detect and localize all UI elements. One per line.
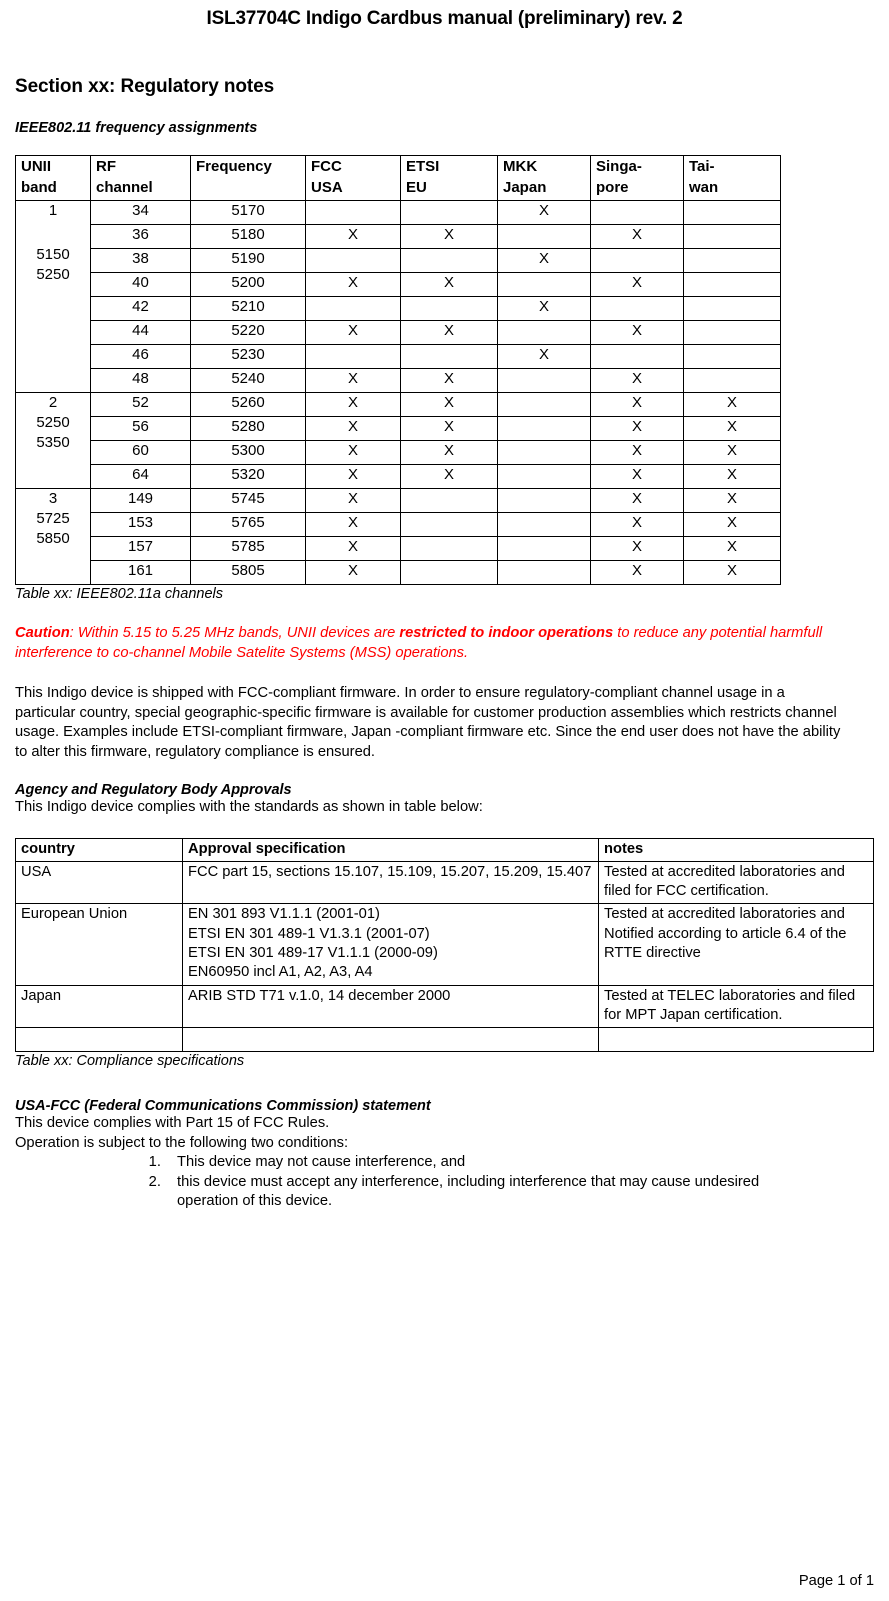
- mkk-mark: [498, 465, 591, 489]
- channel-table-row: [16, 537, 781, 561]
- notes-cell: Tested at accredited laboratories and Notified according to article 6.4 of the RTTE directive: [599, 904, 874, 985]
- channel-table-row: [16, 273, 781, 297]
- mkk-mark: [498, 273, 591, 297]
- fcc-mark: [306, 345, 401, 369]
- taiwan-mark: X: [684, 465, 781, 489]
- mkk-mark: X: [498, 201, 591, 225]
- th-fcc-usa: [306, 156, 401, 201]
- frequency-value: 5280: [191, 417, 306, 441]
- th-unii-band-line2: band: [21, 179, 57, 196]
- mkk-mark: [498, 513, 591, 537]
- channel-table-row: [16, 513, 781, 537]
- taiwan-mark: [684, 369, 781, 393]
- firmware-paragraph: This Indigo device is shipped with FCC-compliant firmware. In order to ensure regulatory-compliant channel usage in a particular country, special geographic-specific firmware is available for customer production assemblies which restricts channel usage. Examples include ETSI-compliant firmware, Japan -compliant firmware etc. Since the end user does not have the ability to alter this firmware, regulatory compliance is ensured.: [15, 685, 841, 760]
- th-mkk-japan-line2: Japan: [503, 179, 547, 196]
- channel-table-row: [16, 393, 781, 417]
- band-range-low: 5725: [36, 510, 70, 527]
- fcc-mark: X: [306, 489, 401, 513]
- channel-table-caption: Table xx: IEEE802.11a channels: [15, 586, 223, 602]
- document-title: ISL37704C Indigo Cardbus manual (preliminary) rev. 2: [206, 8, 683, 29]
- channel-table-row: [16, 417, 781, 441]
- band-range-low: 5250: [36, 414, 70, 431]
- compliance-table-body: [16, 861, 874, 1051]
- frequency-value: 5300: [191, 441, 306, 465]
- fcc-mark: X: [306, 321, 401, 345]
- taiwan-mark: X: [684, 393, 781, 417]
- th-mkk-japan: [498, 156, 591, 201]
- th-taiwan-line1: Tai-: [689, 158, 715, 175]
- caution-notice: [15, 624, 860, 663]
- band-range-low: 5150: [36, 246, 70, 263]
- compliance-table-header-row: [16, 838, 874, 861]
- mkk-mark: X: [498, 249, 591, 273]
- th-rf-channel: [91, 156, 191, 201]
- fcc-statement-line2: Operation is subject to the following two conditions:: [15, 1134, 349, 1151]
- compliance-table: [15, 838, 874, 1053]
- caution-text-part2: to reduce any potential harmfull interference to co-channel Mobile Satelite Systems (MSS) operations.: [15, 625, 823, 661]
- taiwan-mark: [684, 345, 781, 369]
- channel-table-row: [16, 369, 781, 393]
- singapore-mark: X: [591, 417, 684, 441]
- singapore-mark: X: [591, 561, 684, 585]
- taiwan-mark: X: [684, 561, 781, 585]
- channel-table-row: [16, 441, 781, 465]
- approvals-intro: This Indigo device complies with the standards as shown in table below:: [15, 799, 483, 815]
- notes-cell: Tested at TELEC laboratories and filed for MPT Japan certification.: [599, 985, 874, 1028]
- frequency-value: 5805: [191, 561, 306, 585]
- etsi-mark: [401, 249, 498, 273]
- notes-cell: [599, 1028, 874, 1052]
- band-number: 3: [48, 490, 58, 507]
- country-cell: European Union: [16, 904, 183, 985]
- channel-value: 149: [91, 489, 191, 513]
- singapore-mark: X: [591, 225, 684, 249]
- th-singapore-line1: Singa-: [596, 158, 642, 175]
- singapore-mark: X: [591, 273, 684, 297]
- fcc-mark: X: [306, 417, 401, 441]
- singapore-mark: X: [591, 369, 684, 393]
- frequency-assignments-heading: IEEE802.11 frequency assignments: [15, 120, 258, 136]
- country-cell: Japan: [16, 985, 183, 1028]
- country-cell: USA: [16, 861, 183, 904]
- singapore-mark: X: [591, 465, 684, 489]
- approval-specification-cell: FCC part 15, sections 15.107, 15.109, 15.207, 15.209, 15.407: [183, 861, 599, 904]
- fcc-statement-heading: USA-FCC (Federal Communications Commission) statement: [15, 1098, 431, 1115]
- th-rf-channel-line2: channel: [96, 179, 153, 196]
- mkk-mark: X: [498, 345, 591, 369]
- taiwan-mark: [684, 225, 781, 249]
- frequency-value: 5200: [191, 273, 306, 297]
- th-frequency: [191, 156, 306, 201]
- channel-value: 64: [91, 465, 191, 489]
- compliance-table-caption: Table xx: Compliance specifications: [15, 1053, 245, 1070]
- frequency-value: 5190: [191, 249, 306, 273]
- singapore-mark: [591, 345, 684, 369]
- fcc-statement-line1: This device complies with Part 15 of FCC Rules.: [15, 1115, 330, 1132]
- singapore-mark: [591, 201, 684, 225]
- th-singapore-line2: pore: [596, 179, 629, 196]
- channel-value: 52: [91, 393, 191, 417]
- channel-table-row: [16, 561, 781, 585]
- mkk-mark: [498, 225, 591, 249]
- taiwan-mark: [684, 273, 781, 297]
- etsi-mark: [401, 513, 498, 537]
- channel-table-body: [16, 201, 781, 585]
- band-range-high: 5350: [36, 434, 70, 451]
- approvals-heading: Agency and Regulatory Body Approvals: [15, 782, 292, 798]
- caution-bold-text: restricted to indoor operations: [399, 625, 614, 641]
- band-cell: [16, 393, 91, 489]
- etsi-mark: X: [401, 369, 498, 393]
- th-etsi-eu-line1: ETSI: [406, 158, 440, 175]
- taiwan-mark: [684, 249, 781, 273]
- th-frequency-line1: Frequency: [196, 158, 272, 175]
- singapore-mark: X: [591, 537, 684, 561]
- th-taiwan: [684, 156, 781, 201]
- fcc-mark: X: [306, 537, 401, 561]
- frequency-value: 5230: [191, 345, 306, 369]
- compliance-table-row: [16, 861, 874, 904]
- fcc-mark: X: [306, 225, 401, 249]
- th-mkk-japan-line1: MKK: [503, 158, 538, 175]
- compliance-table-row: [16, 985, 874, 1028]
- mkk-mark: [498, 537, 591, 561]
- fcc-mark: X: [306, 561, 401, 585]
- etsi-mark: [401, 537, 498, 561]
- singapore-mark: X: [591, 393, 684, 417]
- channel-value: 56: [91, 417, 191, 441]
- etsi-mark: X: [401, 465, 498, 489]
- fcc-mark: X: [306, 369, 401, 393]
- channel-table-row: [16, 321, 781, 345]
- fcc-mark: X: [306, 273, 401, 297]
- etsi-mark: X: [401, 321, 498, 345]
- channel-value: 46: [91, 345, 191, 369]
- channel-value: 157: [91, 537, 191, 561]
- taiwan-mark: [684, 297, 781, 321]
- channel-table: [15, 155, 781, 585]
- frequency-value: 5180: [191, 225, 306, 249]
- channel-table-row: [16, 249, 781, 273]
- singapore-mark: [591, 249, 684, 273]
- channel-value: 153: [91, 513, 191, 537]
- channel-value: 44: [91, 321, 191, 345]
- fcc-mark: X: [306, 441, 401, 465]
- taiwan-mark: X: [684, 417, 781, 441]
- frequency-value: 5320: [191, 465, 306, 489]
- fcc-mark: [306, 297, 401, 321]
- channel-value: 38: [91, 249, 191, 273]
- etsi-mark: X: [401, 441, 498, 465]
- notes-cell: Tested at accredited laboratories and filed for FCC certification.: [599, 861, 874, 904]
- channel-value: 161: [91, 561, 191, 585]
- band-range-high: 5850: [36, 530, 70, 547]
- fcc-mark: X: [306, 465, 401, 489]
- caution-text-part1: : Within 5.15 to 5.25 MHz bands, UNII devices are: [69, 625, 400, 641]
- channel-table-row: [16, 489, 781, 513]
- compliance-table-row: [16, 904, 874, 985]
- band-range-high: 5250: [36, 266, 70, 283]
- mkk-mark: [498, 489, 591, 513]
- mkk-mark: [498, 417, 591, 441]
- channel-table-row: [16, 345, 781, 369]
- etsi-mark: X: [401, 273, 498, 297]
- approval-specification-cell: [183, 1028, 599, 1052]
- singapore-mark: X: [591, 321, 684, 345]
- th-approval-specification: Approval specification: [183, 838, 599, 861]
- band-number: 1: [48, 202, 58, 219]
- band-cell: [16, 489, 91, 585]
- page-footer: Page 1 of 1: [798, 1573, 874, 1589]
- frequency-value: 5240: [191, 369, 306, 393]
- fcc-conditions-list: [15, 1153, 874, 1212]
- taiwan-mark: [684, 201, 781, 225]
- th-notes: notes: [599, 838, 874, 861]
- fcc-mark: X: [306, 393, 401, 417]
- th-country: country: [16, 838, 183, 861]
- channel-table-row: [16, 465, 781, 489]
- fcc-mark: X: [306, 513, 401, 537]
- band-cell: [16, 201, 91, 393]
- fcc-mark: [306, 201, 401, 225]
- channel-table-row: [16, 201, 781, 225]
- th-fcc-usa-line2: USA: [311, 179, 343, 196]
- taiwan-mark: X: [684, 489, 781, 513]
- taiwan-mark: X: [684, 537, 781, 561]
- taiwan-mark: [684, 321, 781, 345]
- singapore-mark: X: [591, 441, 684, 465]
- etsi-mark: X: [401, 225, 498, 249]
- mkk-mark: X: [498, 297, 591, 321]
- channel-value: 60: [91, 441, 191, 465]
- mkk-mark: [498, 561, 591, 585]
- caution-label: Caution: [15, 625, 70, 641]
- th-etsi-eu-line2: EU: [406, 179, 427, 196]
- frequency-value: 5260: [191, 393, 306, 417]
- etsi-mark: X: [401, 393, 498, 417]
- th-rf-channel-line1: RF: [96, 158, 116, 175]
- th-unii-band-line1: UNII: [21, 158, 51, 175]
- mkk-mark: [498, 441, 591, 465]
- mkk-mark: [498, 321, 591, 345]
- approval-specification-cell: EN 301 893 V1.1.1 (2001-01) ETSI EN 301 489-1 V1.3.1 (2001-07) ETSI EN 301 489-17 V1.1.1 (2000-09) EN60950 incl A1, A2, A3, A4: [183, 904, 599, 985]
- channel-value: 48: [91, 369, 191, 393]
- taiwan-mark: X: [684, 513, 781, 537]
- section-heading: Section xx: Regulatory notes: [15, 76, 275, 97]
- frequency-value: 5745: [191, 489, 306, 513]
- singapore-mark: [591, 297, 684, 321]
- channel-value: 42: [91, 297, 191, 321]
- etsi-mark: [401, 345, 498, 369]
- th-taiwan-line2: wan: [689, 179, 719, 196]
- fcc-condition-item: 2. this device must accept any interference, including interference that may cause undesired operation of this device.: [165, 1173, 797, 1212]
- fcc-condition-item: 1. This device may not cause interference, and: [165, 1153, 797, 1173]
- frequency-value: 5210: [191, 297, 306, 321]
- th-fcc-usa-line1: FCC: [311, 158, 342, 175]
- country-cell: [16, 1028, 183, 1052]
- frequency-value: 5220: [191, 321, 306, 345]
- th-singapore: [591, 156, 684, 201]
- channel-table-row: [16, 225, 781, 249]
- channel-table-row: [16, 297, 781, 321]
- fcc-statement-block: [15, 1098, 874, 1212]
- channel-value: 36: [91, 225, 191, 249]
- etsi-mark: [401, 201, 498, 225]
- channel-value: 40: [91, 273, 191, 297]
- frequency-value: 5785: [191, 537, 306, 561]
- etsi-mark: [401, 561, 498, 585]
- compliance-table-row: [16, 1028, 874, 1052]
- channel-table-header-row: [16, 156, 781, 201]
- mkk-mark: [498, 393, 591, 417]
- frequency-value: 5170: [191, 201, 306, 225]
- etsi-mark: X: [401, 417, 498, 441]
- etsi-mark: [401, 489, 498, 513]
- singapore-mark: X: [591, 513, 684, 537]
- etsi-mark: [401, 297, 498, 321]
- frequency-value: 5765: [191, 513, 306, 537]
- fcc-mark: [306, 249, 401, 273]
- th-etsi-eu: [401, 156, 498, 201]
- mkk-mark: [498, 369, 591, 393]
- channel-value: 34: [91, 201, 191, 225]
- band-number: 2: [48, 394, 58, 411]
- approval-specification-cell: ARIB STD T71 v.1.0, 14 december 2000: [183, 985, 599, 1028]
- taiwan-mark: X: [684, 441, 781, 465]
- singapore-mark: X: [591, 489, 684, 513]
- th-unii-band: [16, 156, 91, 201]
